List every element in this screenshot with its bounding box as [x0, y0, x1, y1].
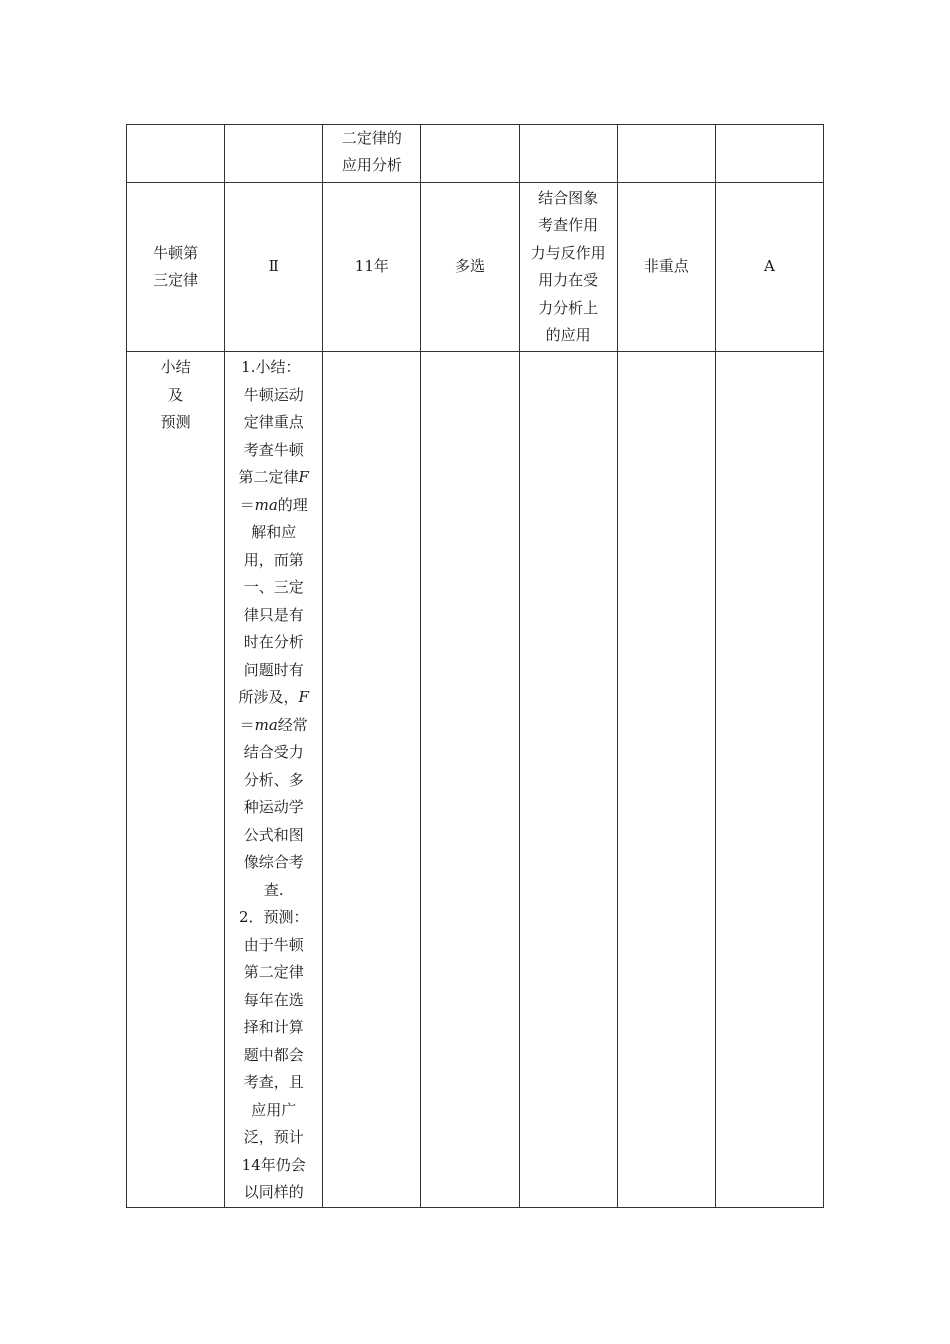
summary-line: 像综合考: [243, 853, 304, 871]
cell-summary-label: 小结 及 预测: [127, 352, 225, 1208]
summary-line: 每年在选: [243, 990, 304, 1009]
summary-line: 用，而第: [243, 550, 304, 569]
table-row-third-law: [127, 183, 824, 352]
summary-line: 问题时有: [243, 660, 304, 679]
table-row-summary: [127, 352, 824, 1208]
summary-line: 公式和图: [243, 825, 304, 844]
summary-line: 定律重点: [243, 413, 304, 431]
summary-line: 种运动学: [243, 798, 304, 816]
table-row-continued: [127, 125, 824, 183]
cell-year: 11年: [323, 183, 421, 352]
cell-empty: [323, 352, 421, 1208]
cell-empty: [715, 352, 823, 1208]
exam-analysis-table: [126, 124, 824, 1208]
summary-line: 牛顿运动: [243, 385, 304, 404]
cell-empty: [127, 125, 225, 183]
cell-empty: [519, 125, 617, 183]
summary-line: 以同样的: [243, 1183, 304, 1201]
cell-empty: [421, 125, 519, 183]
cell-level: Ⅱ: [225, 183, 323, 352]
summary-line: 择和计算: [243, 1018, 304, 1036]
summary-line: 2．预测：: [238, 908, 309, 926]
cell-content-continued: 二定律的 应用分析: [323, 125, 421, 183]
cell-empty: [617, 125, 715, 183]
summary-line: 时在分析: [243, 633, 304, 651]
summary-line: 第二定律F: [238, 468, 309, 486]
summary-paragraph: [225, 354, 322, 1207]
cell-empty: [519, 352, 617, 1208]
summary-line: 考查，且: [243, 1073, 304, 1091]
cell-topic: 牛顿第 三定律: [127, 183, 225, 352]
cell-content: 结合图象 考查作用 力与反作用 用力在受 力分析上 的应用: [519, 183, 617, 352]
summary-line: 结合受力: [243, 743, 304, 761]
cell-empty: [617, 352, 715, 1208]
cell-empty: [715, 125, 823, 183]
summary-line: 一、三定: [243, 578, 304, 596]
cell-importance: 非重点: [617, 183, 715, 352]
summary-line: ＝ma的理: [239, 495, 308, 514]
cell-type: 多选: [421, 183, 519, 352]
summary-line: 14年仍会: [241, 1155, 306, 1174]
summary-line: 由于牛顿: [243, 935, 304, 954]
summary-line: 所涉及，F: [238, 688, 309, 706]
cell-empty: [421, 352, 519, 1208]
cell-empty: [225, 125, 323, 183]
summary-line: 查.: [263, 880, 284, 899]
summary-line: 分析、多: [243, 770, 304, 789]
cell-summary-text: [225, 352, 323, 1208]
cell-difficulty: A: [715, 183, 823, 352]
summary-line: 律只是有: [243, 605, 304, 624]
summary-line: ＝ma经常: [239, 715, 308, 734]
summary-line: 考查牛顿: [243, 440, 304, 459]
summary-line: 题中都会: [243, 1045, 304, 1064]
summary-line: 泛，预计: [243, 1128, 304, 1146]
summary-line: 解和应: [251, 523, 297, 541]
summary-line: 第二定律: [243, 963, 304, 981]
summary-line: 应用广: [251, 1100, 297, 1119]
summary-line: 1.小结：: [241, 358, 301, 376]
